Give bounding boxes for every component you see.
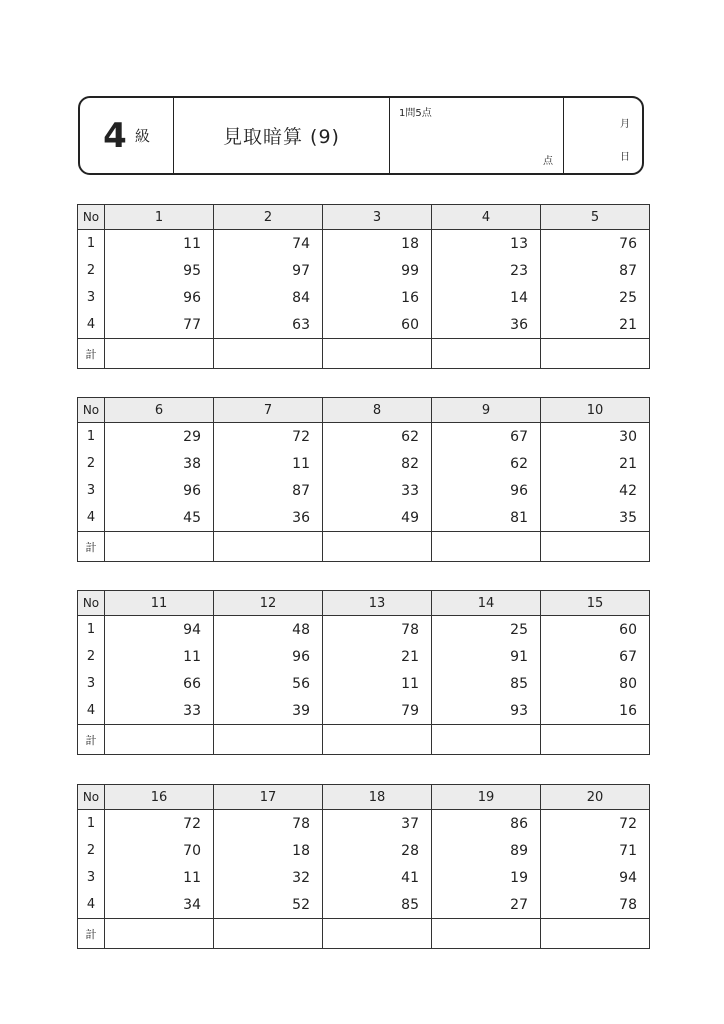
number-row (78, 477, 650, 504)
row-label: 2 (78, 450, 105, 477)
number-cell: 11 (105, 864, 214, 891)
number-row (78, 643, 650, 670)
number-cell: 78 (541, 891, 650, 919)
row-label: 4 (78, 697, 105, 725)
row-label: 1 (78, 230, 105, 258)
answer-cell[interactable] (541, 725, 650, 755)
total-label: 計 (78, 532, 105, 562)
problem-number-header: 3 (323, 205, 432, 230)
number-cell: 23 (432, 257, 541, 284)
number-cell: 96 (214, 643, 323, 670)
number-cell: 56 (214, 670, 323, 697)
answer-cell[interactable] (541, 339, 650, 369)
number-cell: 72 (541, 810, 650, 838)
row-label: 3 (78, 284, 105, 311)
total-row (78, 532, 650, 562)
number-cell: 81 (432, 504, 541, 532)
problem-number-header: 1 (105, 205, 214, 230)
answer-cell[interactable] (323, 725, 432, 755)
total-row (78, 919, 650, 949)
day-label: 日 (620, 152, 630, 163)
number-row (78, 670, 650, 697)
answer-cell[interactable] (432, 919, 541, 949)
number-row (78, 891, 650, 919)
date-box (564, 98, 642, 173)
number-cell: 63 (214, 311, 323, 339)
total-label: 計 (78, 339, 105, 369)
number-cell: 19 (432, 864, 541, 891)
problem-table (77, 204, 650, 369)
number-cell: 99 (323, 257, 432, 284)
number-cell: 41 (323, 864, 432, 891)
answer-cell[interactable] (105, 725, 214, 755)
no-header: No (78, 205, 105, 230)
problem-number-header: 14 (432, 591, 541, 616)
number-cell: 84 (214, 284, 323, 311)
number-cell: 60 (541, 616, 650, 644)
number-cell: 25 (541, 284, 650, 311)
answer-cell[interactable] (323, 339, 432, 369)
number-cell: 74 (214, 230, 323, 258)
number-cell: 42 (541, 477, 650, 504)
number-row (78, 257, 650, 284)
number-row (78, 837, 650, 864)
answer-cell[interactable] (323, 919, 432, 949)
problem-number-header: 4 (432, 205, 541, 230)
problem-number-header: 7 (214, 398, 323, 423)
problem-table (77, 784, 650, 949)
number-cell: 67 (541, 643, 650, 670)
number-cell: 49 (323, 504, 432, 532)
number-cell: 32 (214, 864, 323, 891)
row-label: 1 (78, 423, 105, 451)
problem-number-header: 19 (432, 785, 541, 810)
number-row (78, 423, 650, 451)
number-cell: 11 (323, 670, 432, 697)
number-cell: 94 (105, 616, 214, 644)
problem-table (77, 590, 650, 755)
number-cell: 87 (541, 257, 650, 284)
number-cell: 29 (105, 423, 214, 451)
number-row (78, 697, 650, 725)
number-cell: 39 (214, 697, 323, 725)
answer-cell[interactable] (432, 532, 541, 562)
number-cell: 72 (214, 423, 323, 451)
number-cell: 30 (541, 423, 650, 451)
no-header: No (78, 785, 105, 810)
row-label: 2 (78, 643, 105, 670)
number-cell: 78 (323, 616, 432, 644)
problem-number-header: 15 (541, 591, 650, 616)
number-cell: 11 (105, 643, 214, 670)
number-cell: 33 (105, 697, 214, 725)
number-row (78, 504, 650, 532)
row-label: 1 (78, 810, 105, 838)
problem-number-header: 13 (323, 591, 432, 616)
number-cell: 13 (432, 230, 541, 258)
number-cell: 89 (432, 837, 541, 864)
answer-cell[interactable] (541, 532, 650, 562)
row-label: 4 (78, 504, 105, 532)
score-box (390, 98, 564, 173)
total-label: 計 (78, 919, 105, 949)
number-cell: 36 (214, 504, 323, 532)
number-cell: 67 (432, 423, 541, 451)
number-cell: 33 (323, 477, 432, 504)
row-label: 2 (78, 257, 105, 284)
number-cell: 79 (323, 697, 432, 725)
answer-cell[interactable] (105, 339, 214, 369)
problem-number-header: 8 (323, 398, 432, 423)
answer-cell[interactable] (541, 919, 650, 949)
answer-cell[interactable] (323, 532, 432, 562)
row-label: 3 (78, 670, 105, 697)
number-row (78, 311, 650, 339)
score-rule-label: 1問5点 (399, 108, 432, 119)
problem-number-header: 16 (105, 785, 214, 810)
number-cell: 16 (323, 284, 432, 311)
number-cell: 45 (105, 504, 214, 532)
number-cell: 85 (432, 670, 541, 697)
number-cell: 87 (214, 477, 323, 504)
worksheet-header (78, 96, 644, 175)
no-header: No (78, 398, 105, 423)
number-cell: 86 (432, 810, 541, 838)
number-row (78, 450, 650, 477)
number-cell: 25 (432, 616, 541, 644)
grade-unit: 級 (134, 127, 150, 145)
number-cell: 60 (323, 311, 432, 339)
month-label: 月 (620, 119, 630, 130)
problem-table (77, 397, 650, 562)
answer-cell[interactable] (214, 532, 323, 562)
number-cell: 14 (432, 284, 541, 311)
number-row (78, 230, 650, 258)
problem-number-header: 5 (541, 205, 650, 230)
number-cell: 21 (541, 311, 650, 339)
number-cell: 16 (541, 697, 650, 725)
problem-number-header: 11 (105, 591, 214, 616)
number-cell: 91 (432, 643, 541, 670)
problem-number-header: 9 (432, 398, 541, 423)
problem-number-header: 12 (214, 591, 323, 616)
number-cell: 85 (323, 891, 432, 919)
number-cell: 78 (214, 810, 323, 838)
score-unit-label: 点 (543, 156, 553, 167)
number-row (78, 864, 650, 891)
row-label: 3 (78, 477, 105, 504)
number-cell: 11 (105, 230, 214, 258)
number-cell: 18 (214, 837, 323, 864)
total-row (78, 339, 650, 369)
problem-number-header: 2 (214, 205, 323, 230)
number-cell: 18 (323, 230, 432, 258)
number-cell: 80 (541, 670, 650, 697)
number-cell: 93 (432, 697, 541, 725)
number-cell: 21 (323, 643, 432, 670)
number-cell: 28 (323, 837, 432, 864)
number-cell: 77 (105, 311, 214, 339)
problem-number-header: 17 (214, 785, 323, 810)
number-cell: 21 (541, 450, 650, 477)
number-cell: 71 (541, 837, 650, 864)
grade-box (80, 98, 174, 173)
number-cell: 48 (214, 616, 323, 644)
no-header: No (78, 591, 105, 616)
number-row (78, 810, 650, 838)
total-label: 計 (78, 725, 105, 755)
answer-cell[interactable] (214, 339, 323, 369)
number-cell: 82 (323, 450, 432, 477)
answer-cell[interactable] (105, 919, 214, 949)
number-cell: 62 (432, 450, 541, 477)
number-cell: 96 (105, 477, 214, 504)
number-cell: 27 (432, 891, 541, 919)
number-cell: 94 (541, 864, 650, 891)
number-cell: 72 (105, 810, 214, 838)
number-cell: 52 (214, 891, 323, 919)
number-cell: 70 (105, 837, 214, 864)
number-cell: 97 (214, 257, 323, 284)
row-label: 2 (78, 837, 105, 864)
number-row (78, 284, 650, 311)
answer-cell[interactable] (432, 725, 541, 755)
row-label: 4 (78, 311, 105, 339)
answer-cell[interactable] (214, 725, 323, 755)
number-cell: 36 (432, 311, 541, 339)
number-cell: 96 (105, 284, 214, 311)
number-cell: 11 (214, 450, 323, 477)
answer-cell[interactable] (105, 532, 214, 562)
number-row (78, 616, 650, 644)
number-cell: 38 (105, 450, 214, 477)
number-cell: 95 (105, 257, 214, 284)
number-cell: 37 (323, 810, 432, 838)
row-label: 4 (78, 891, 105, 919)
problem-number-header: 18 (323, 785, 432, 810)
problem-number-header: 6 (105, 398, 214, 423)
number-cell: 76 (541, 230, 650, 258)
row-label: 3 (78, 864, 105, 891)
number-cell: 34 (105, 891, 214, 919)
grade-number: 4 (103, 115, 127, 156)
problem-number-header: 20 (541, 785, 650, 810)
number-cell: 35 (541, 504, 650, 532)
worksheet-title: 見取暗算 (9) (174, 98, 390, 173)
total-row (78, 725, 650, 755)
answer-cell[interactable] (214, 919, 323, 949)
number-cell: 62 (323, 423, 432, 451)
answer-cell[interactable] (432, 339, 541, 369)
row-label: 1 (78, 616, 105, 644)
number-cell: 96 (432, 477, 541, 504)
number-cell: 66 (105, 670, 214, 697)
problem-number-header: 10 (541, 398, 650, 423)
